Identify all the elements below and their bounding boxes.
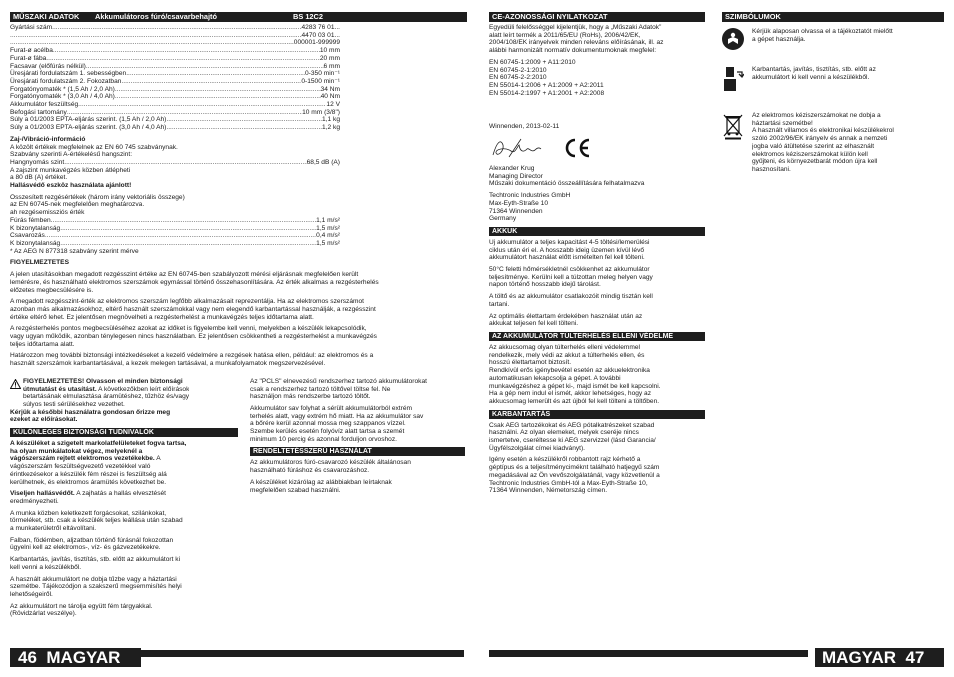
vibration-row (10, 225, 340, 233)
signer-role: Managing Director (489, 172, 543, 180)
vibration-row-key: K bizonytalanság (10, 239, 61, 247)
specs-table (10, 24, 340, 132)
spec-row-value: 40 Nm (320, 93, 340, 101)
vibration-row-key: Csavarozás (10, 232, 45, 240)
company-address (489, 192, 705, 223)
noise-line-3: A zajszint munkavégzés közben átlépheti (10, 166, 131, 174)
spec-row-key: Facsavar (előfúrás nélkül) (10, 62, 86, 70)
spec-row (10, 86, 340, 94)
ce-header: CE-AZONOSSÁGI NYILATKOZAT (489, 12, 705, 22)
vibration-row (10, 240, 340, 248)
left-footer-rule (141, 650, 464, 657)
place-date: Winnenden, 2013-02-11 (489, 123, 560, 131)
company-line: 71364 Winnenden (489, 207, 543, 215)
right-footer (815, 648, 944, 667)
batteries-header: AKKUK (489, 227, 705, 236)
warning-title: FIGYELMEZTETÉS (10, 259, 69, 267)
spec-row (10, 47, 340, 55)
noise-line-4: a 80 dB (A) értéket. (10, 174, 68, 182)
special-safety-header: KÜLÖNLEGES BIZTONSÁGI TUDNIVALÓK (10, 428, 238, 437)
right-language: MAGYAR (822, 648, 896, 667)
symbol-text-3: Az elektromos kéziszerszámokat ne dobja a háztartási szemétbe! A használt villamos és elektronikai készülékekrol szóló 2002/96/EK irányelv és annak a nemzeti jogba való átültetése szerint az elhasznált elektromos kéziszerszámokat külön kell gyűjteni, és környezetbarát módon újra kell hasznosítani. (752, 112, 894, 173)
spec-row-value: 1,2 kg (322, 124, 340, 132)
safety-p1: A vágószerszám feszültségvezető vezetékkel való érintkezésekor a készülék fém részei is feszültség alá kerülhetnek, és elektromos áramütés következhet be. (10, 455, 167, 486)
right-footer-rule (489, 650, 808, 657)
safety-paragraph: A munka közben keletkezett forgácsokat, szilánkokat, törmeléket, stb. csak a készülék teljes leállása után szabad a munkaterületről eltávolítani. (10, 509, 183, 533)
spec-row-key: Gyártási szám (10, 24, 53, 31)
right-page-number: 47 (905, 648, 925, 667)
safety-paragraph: Falban, födémben, aljzatban történő fúrásnál fokozottan ügyelni kell az elektromos-, víz- és gázvezetékekre. (10, 536, 174, 552)
ce-norm: EN 60745-2-2:2010 (489, 74, 547, 82)
warning-paragraphs (10, 271, 467, 372)
ce-mark-icon (562, 137, 592, 159)
spec-row (10, 78, 340, 86)
usage-p1: Az akkumulátoros fúró-csavarozó készülék általánosan használható fúráshoz és csavarozáshoz. (250, 459, 411, 475)
spec-row-value: 4470 03 01... (301, 31, 340, 39)
symbol-text-2: Karbantartás, javítás, tisztítás, stb. előtt az akkumulátort ki kell venni a készülékből. (752, 66, 876, 81)
spec-row-value: 10 mm (3/8") (302, 108, 340, 116)
spec-row-key: Üresjárati fordulatszám 1. sebességben (10, 70, 127, 78)
signer-name: Alexander Krug (489, 165, 535, 173)
spec-row-value: 12 V (326, 101, 340, 109)
vibration-row (10, 232, 340, 240)
vibration-line-2: az EN 60745-nek megfelelően meghatározva. (10, 201, 145, 209)
technical-data-title: MŰSZAKI ADATOK (13, 12, 80, 21)
spec-row-value: 0-1500 min⁻¹ (301, 77, 340, 85)
spec-row-key: Furat-ø fába (10, 54, 47, 62)
hearing-protection-note: Hallásvédő eszköz használata ajánlott! (10, 182, 132, 190)
safety-p1-bold: A készüléket a szigetelt markolatfelületeket fogva tartsa, ha olyan munkálatokat végez, melyeknél a vágószerszám rejtett elektromos vezetékekbe. (10, 440, 187, 463)
spec-row (10, 24, 340, 32)
vibration-row (10, 217, 340, 225)
safety-paragraph: A használt akkumulátort ne dobja tűzbe vagy a háztartási szemétbe. Tájékozódjon a szakszerű megsemmisítés helyi lehetőségeiről. (10, 575, 182, 598)
maintenance-paragraphs (489, 422, 705, 495)
symbols-header: SZIMBÓLUMOK (722, 12, 944, 22)
spec-row (10, 93, 340, 101)
safety-paragraphs (10, 506, 238, 618)
vibration-row-key: K bizonytalanság (10, 224, 61, 232)
model-number: BS 12C2 (293, 12, 323, 21)
spec-row-value: 20 mm (319, 54, 340, 62)
overload-text: Az akkucsomag olyan túlterhelés elleni védelemmel rendelkezik, mely védi az akkut a túlterhelés ellen, és hosszú élettartamot biztosít. Rendkívül erős igénybevétel esetén az akkuelektronika automatikusan lekapcsolja a gépet. A további munkavégzéshez a gépet ki-, majd ismét be kell kapcsolni. Ha a gép nem indul el ismét, akkor lehetséges, hogy az akkucsomag lemerült és azt újból fel kell tölteni a töltőben. (489, 343, 661, 405)
spec-row-key: Súly a 01/2003 EPTA-eljárás szerint. (3,0 Ah / 4,0 Ah) (10, 124, 167, 132)
spec-row (10, 32, 340, 40)
safety-p2-bold: Viseljen hallásvédőt. (10, 490, 75, 498)
vibration-row-value: 0,4 m/s² (316, 232, 340, 240)
right-subcolumn (250, 378, 465, 618)
symbol-remove-battery (722, 66, 944, 92)
read-manual-icon (722, 28, 744, 50)
left-subcolumn (10, 378, 238, 618)
spec-row-key: Befogási tartomány (10, 108, 67, 116)
weee-bin-icon (722, 112, 744, 140)
warning-triangle-icon (10, 379, 21, 389)
spec-row-value: 6 mm (323, 62, 340, 70)
noise-line-1: A közölt értékek megfelelnek az EN 60 745 szabványnak. (10, 143, 178, 151)
spec-row (10, 55, 340, 63)
ce-norm: EN 55014-1:2006 + A1:2009 + A2:2011 (489, 81, 604, 89)
signature-image (489, 133, 544, 163)
usage-p2: A készüléket kizárólag az alábbiakban leírtaknak megfelelően szabad használni. (250, 478, 392, 494)
spec-row-value: 10 mm (319, 47, 340, 55)
pcls-note: Az "PCLS" elnevezésű rendszerhez tartozó akkumulátorokat csak a rendszerhez tartozó töltővel töltse fel. Ne használjon más rendszerbe tartozó töltőt. (250, 377, 427, 401)
battery-paragraph: A töltő és az akkumulátor csatlakozóit mindig tisztán kell tartani. (489, 293, 653, 308)
ce-norms (489, 59, 705, 98)
spec-row (10, 70, 340, 78)
left-page (10, 0, 467, 618)
battery-acid-note: Akkumulátor sav folyhat a sérült akkumulátorból extrém terhelés alatt, vagy extrém hő miatt. Ha az akkumulátor sav a bőrére kerül azonnal mossa meg szappanos vízzel. Szembe kerülés esetén folyóvíz alatt tartsa a szemét minimum 10 percig és azonnal forduljon orvoshoz. (250, 404, 424, 443)
spec-row (10, 116, 340, 124)
warning-paragraph: A megadott rezgésszint-érték az elektromos szerszám legfőbb alkalmazásait reprezentálja. Ha az elektromos szerszámot azonban más alkalmazásokhoz, eltérő használt szerszámokkal vagy nem elegendő karbantartással használják, a rezgésszint értéke eltérő lehet. Ez jelentősen megnövelheti a rezgésterhelést a munkavégzés teljes időtartama alatt. (10, 298, 376, 321)
vibration-row-value: 1,1 m/s² (316, 216, 340, 224)
right-page-col-1 (489, 0, 705, 495)
left-footer (10, 648, 141, 667)
vibration-row-key: Fúrás fémben (10, 216, 51, 224)
noise-line-2: Szabvány szerinti A-értékelésű hangszint: (10, 151, 133, 159)
company-line: Germany (489, 215, 517, 223)
ce-text: Egyedüli felelősséggel kijelentjük, hogy a „Műszaki Adatok” alatt leírt termék a 2011/65/EU (RoHs), 2006/42/EK, 2004/108/EK irányelvek minden releváns előírásának, ill. az alábbi harmonizált normatív dokumentumoknak megfelel: (489, 24, 664, 55)
warning-paragraph: A rezgésterhelés pontos megbecsüléséhez azokat az időket is figyelembe kell venni, melyekben a készülék lekapcsolódik, vagy ugyan működik, azonban ténylegesen nincs használatban. Ez jelentősen csökkentheti a rezgésterhelést a munkavégzés teljes időtartama alatt. (10, 325, 377, 348)
maintenance-paragraph: Igény esetén a készülékről robbantott rajz kérhető a géptípus és a teljesítményciméknt található hatjegyű szám megadásával az Ön vevőszolgálatánál, vagy közvetlenül a Techtronic Industries GmbH-tól a Max-Eyth-Straße 10, 71364 Winnenden, Németország címen. (489, 456, 660, 495)
spec-row (10, 101, 340, 109)
spec-row-value: 34 Nm (320, 85, 340, 93)
noise-title: Zaj-/Vibráció-információ (10, 135, 86, 143)
safety-paragraph: Karbantartás, javítás, tisztítás, stb. előtt az akkumulátort ki kell venni a készülékből. (10, 556, 181, 571)
spec-row-key: Üresjárati fordulatszám 2. Fokozatban (10, 77, 122, 85)
vibration-line-1: Összesített rezgésértékek (három irány vektoriális összege) (10, 193, 185, 201)
spec-row-value: ...000001-999999 (288, 39, 340, 47)
remove-battery-icon (722, 66, 744, 92)
spec-row (10, 109, 340, 117)
authorized-text: Műszaki dokumentáció összeállítására felhatalmazva (489, 180, 645, 188)
symbol-read-manual (722, 28, 944, 50)
right-page-col-2 (722, 0, 944, 184)
safety-paragraph: Az akkumulátort ne tárolja együtt fém tárgyakkal. (Rövidzárlat veszélye). (10, 602, 153, 618)
technical-data-header (10, 12, 467, 22)
caution-text: A következőkben leírt előírások betartásának elmulasztása áramütéshez, tűzhöz és/vagy súlyos testi sérülésekhez vezethet. (23, 385, 190, 408)
ce-norm: EN 60745-2-1:2010 (489, 66, 547, 74)
ce-norm: EN 60745-1:2009 + A11:2010 (489, 58, 576, 66)
warning-paragraph: Határozzon meg további biztonsági intézkedéseket a kezelő védelmére a rezgések hatása ellen, például: az elektromos és a használt szerszámok karbantartásával, a kezek melegen tartásával, a munkafolyamatok megszervezésével. (10, 352, 374, 368)
vibration-line-3: ah rezgésemissziós érték (10, 209, 85, 217)
spec-row-value: 4283 76 01... (301, 24, 340, 31)
noise-level-row: Hangnyomás szint ..... 68,5 dB (A) (10, 159, 340, 167)
battery-paragraph: 50°C feletti hőmérsékletnél csökkenhet az akkumulátor teljesítménye. Kerülni kell a túlzottan meleg helyen vagy napon történő hosszabb idejű tárolást. (489, 266, 653, 289)
spec-row (10, 39, 340, 47)
symbol-text-1: Kérjük alaposan olvassa el a tájékoztatót mielőtt a gépet használja. (752, 28, 893, 43)
spec-row-key: Forgatónyomaték * (3,0 Ah / 4,0 Ah) (10, 93, 115, 101)
maintenance-paragraph: Csak AEG tartozékokat és AEG pótalkatrészeket szabad használni. Az olyan elemeket, melyek cseréje nincs ismertetve, cseréltesse ki AEG szervizzel (lásd Garancia/ Ügyfélszolgálat címei kiadványt). (489, 421, 656, 452)
symbol-weee (722, 112, 944, 174)
battery-paragraph: Új akkumulátor a teljes kapacitást 4-5 töltési/lemerülési ciklus után éri el. A hosszabb ideig üzemen kívül lévő akkumulátort használat előtt ismételten fel kell tölteni. (489, 238, 650, 262)
spec-row-key: Forgatónyomaték * (1,5 Ah / 2,0 Ah) (10, 85, 115, 93)
spec-row-value: 1,1 kg (322, 116, 340, 124)
left-page-number: 46 (18, 648, 37, 667)
aeg-standard-note: * Az AEG N 877318 szabvány szerint mérve (10, 247, 139, 255)
vibration-table (10, 217, 340, 248)
vibration-row-value: 1,5 m/s² (316, 239, 340, 247)
maintenance-header: KARBANTARTÁS (489, 410, 705, 419)
left-language: MAGYAR (46, 648, 121, 667)
vibration-row-value: 1,5 m/s² (316, 224, 340, 232)
spec-row (10, 124, 340, 132)
intended-use-header: RENDELTETÉSSZERŰ HASZNÁLAT (250, 447, 465, 456)
caution-keep: Kérjük a későbbi használatra gondosan őrizze meg ezeket az előírásokat. (10, 408, 171, 424)
spec-row-value: 0-350 min⁻¹ (305, 70, 340, 78)
warning-paragraph: A jelen utasításokban megadott rezgésszint értéke az EN 60745-ben szabályozott mérési eljárásnak megfelelően került lemérésre, és használható elektromos szerszámok egymással történő összehasonlítására. Az érték alkalmas a rezgésterhelés előzetes megbecsülésére is. (10, 271, 379, 294)
safety-p2: A zajhatás a hallás elvesztését eredményezheti. (10, 490, 167, 505)
caution-bold: FIGYELMEZTETÉS! Olvasson el minden biztonsági útmutatást és utasítást. (23, 377, 183, 393)
ce-norm: EN 55014-2:1997 + A1:2001 + A2:2008 (489, 89, 605, 97)
spec-row-key: Furat-ø acélba (10, 47, 53, 55)
overload-header: AZ AKKUMULÁTOR TÚLTERHELÉS ELLENI VÉDELME (489, 332, 705, 341)
company-line: Techtronic Industries GmbH (489, 192, 571, 200)
company-line: Max-Eyth-Straße 10 (489, 199, 548, 207)
noise-section (10, 136, 340, 256)
spec-row-key: Súly a 01/2003 EPTA-eljárás szerint. (1,5 Ah / 2,0 Ah) (10, 116, 167, 124)
product-name: Akkumulátoros fúró/csavarbehajtó (95, 12, 217, 21)
battery-paragraphs (489, 239, 705, 328)
spec-row-key: Akkumulátor feszültség (10, 101, 79, 109)
battery-paragraph: Az optimális élettartam érdekében használat után az akkukat teljesen fel kell tölteni. (489, 312, 643, 328)
